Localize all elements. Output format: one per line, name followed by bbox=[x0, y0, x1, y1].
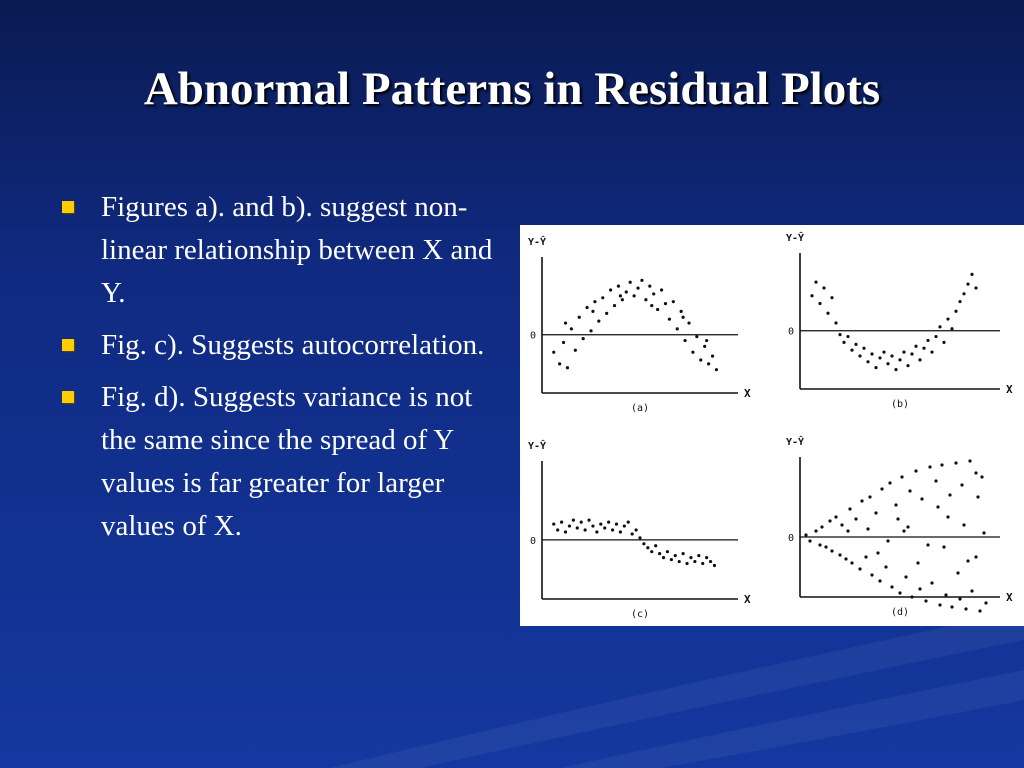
data-point bbox=[922, 347, 925, 350]
data-point bbox=[607, 521, 610, 524]
data-point bbox=[930, 581, 933, 584]
data-point bbox=[894, 503, 897, 506]
data-point bbox=[666, 550, 669, 553]
data-point bbox=[958, 597, 961, 600]
data-point bbox=[878, 579, 881, 582]
data-point bbox=[844, 557, 847, 560]
data-point bbox=[711, 354, 714, 357]
data-point bbox=[562, 341, 565, 344]
panel-label: (a) bbox=[630, 403, 650, 414]
data-point bbox=[685, 562, 688, 565]
data-point bbox=[570, 327, 573, 330]
data-point bbox=[709, 560, 712, 563]
data-point bbox=[938, 325, 941, 328]
data-point bbox=[858, 354, 861, 357]
residual-plots-svg bbox=[520, 225, 1024, 626]
data-point bbox=[828, 519, 831, 522]
data-point bbox=[918, 587, 921, 590]
data-point bbox=[888, 481, 891, 484]
data-point bbox=[820, 525, 823, 528]
data-point bbox=[956, 571, 959, 574]
data-point bbox=[940, 463, 943, 466]
data-point bbox=[660, 288, 663, 291]
data-point bbox=[864, 555, 867, 558]
data-point bbox=[676, 327, 679, 330]
data-point bbox=[906, 525, 909, 528]
data-point bbox=[564, 321, 567, 324]
square-bullet-icon bbox=[62, 339, 74, 351]
data-point bbox=[974, 286, 977, 289]
data-point bbox=[834, 515, 837, 518]
data-point bbox=[936, 505, 939, 508]
data-point bbox=[644, 298, 647, 301]
data-point bbox=[646, 546, 649, 549]
data-point bbox=[584, 528, 587, 531]
data-point bbox=[866, 360, 869, 363]
panel-label: (b) bbox=[890, 399, 910, 410]
data-point bbox=[566, 366, 569, 369]
data-point bbox=[560, 521, 563, 524]
data-point bbox=[866, 527, 869, 530]
data-point bbox=[619, 294, 622, 297]
data-point bbox=[642, 542, 645, 545]
data-point bbox=[552, 522, 555, 525]
data-point bbox=[880, 487, 883, 490]
data-point bbox=[846, 335, 849, 338]
data-point bbox=[886, 362, 889, 365]
data-point bbox=[699, 358, 702, 361]
data-point bbox=[976, 495, 979, 498]
data-point bbox=[902, 350, 905, 353]
data-point bbox=[914, 345, 917, 348]
data-point bbox=[926, 339, 929, 342]
data-point bbox=[623, 524, 626, 527]
data-point bbox=[662, 556, 665, 559]
data-point bbox=[633, 294, 636, 297]
x-axis-label: X bbox=[744, 593, 751, 606]
square-bullet-icon bbox=[62, 201, 74, 213]
data-point bbox=[826, 312, 829, 315]
data-point bbox=[597, 320, 600, 323]
zero-tick-label: 0 bbox=[787, 326, 794, 338]
data-point bbox=[934, 335, 937, 338]
bullet-item bbox=[62, 376, 498, 548]
data-point bbox=[980, 475, 983, 478]
data-point bbox=[944, 593, 947, 596]
data-point bbox=[854, 517, 857, 520]
data-point bbox=[946, 515, 949, 518]
data-point bbox=[615, 522, 618, 525]
data-point bbox=[946, 317, 949, 320]
data-point bbox=[625, 290, 628, 293]
data-point bbox=[840, 523, 843, 526]
data-point bbox=[703, 345, 706, 348]
data-point bbox=[611, 528, 614, 531]
data-point bbox=[572, 519, 575, 522]
y-axis-label: Y-Ŷ bbox=[786, 233, 805, 244]
data-point bbox=[619, 530, 622, 533]
bullet-list bbox=[62, 186, 498, 557]
data-point bbox=[705, 339, 708, 342]
data-point bbox=[968, 459, 971, 462]
data-point bbox=[587, 519, 590, 522]
data-point bbox=[556, 528, 559, 531]
data-point bbox=[860, 499, 863, 502]
data-point bbox=[810, 294, 813, 297]
data-point bbox=[580, 521, 583, 524]
data-point bbox=[974, 555, 977, 558]
data-point bbox=[970, 273, 973, 276]
data-point bbox=[636, 286, 639, 289]
data-point bbox=[910, 352, 913, 355]
data-point bbox=[695, 335, 698, 338]
y-axis-label: Y-Ŷ bbox=[786, 437, 805, 448]
data-point bbox=[707, 362, 710, 365]
data-point bbox=[680, 310, 683, 313]
data-point bbox=[950, 327, 953, 330]
data-point bbox=[687, 321, 690, 324]
data-point bbox=[627, 521, 630, 524]
data-point bbox=[591, 524, 594, 527]
data-point bbox=[631, 532, 634, 535]
data-point bbox=[648, 285, 651, 288]
data-point bbox=[652, 292, 655, 295]
data-point bbox=[854, 343, 857, 346]
data-point bbox=[896, 517, 899, 520]
data-point bbox=[970, 589, 973, 592]
data-point bbox=[904, 575, 907, 578]
data-point bbox=[705, 556, 708, 559]
data-point bbox=[701, 562, 704, 565]
data-point bbox=[900, 475, 903, 478]
bullet-text: Fig. d). Suggests variance is not the same since the spread of Y values is far greater for larger values of X. bbox=[101, 381, 473, 542]
data-point bbox=[552, 351, 555, 354]
data-point bbox=[850, 561, 853, 564]
data-point bbox=[595, 530, 598, 533]
data-point bbox=[804, 533, 807, 536]
data-point bbox=[882, 350, 885, 353]
y-axis-label: Y-Ŷ bbox=[528, 237, 547, 248]
data-point bbox=[672, 300, 675, 303]
data-point bbox=[942, 341, 945, 344]
data-point bbox=[978, 609, 981, 612]
data-point bbox=[928, 465, 931, 468]
data-point bbox=[898, 591, 901, 594]
data-point bbox=[942, 545, 945, 548]
data-point bbox=[601, 296, 604, 299]
y-axis-label: Y-Ŷ bbox=[528, 441, 547, 452]
data-point bbox=[954, 461, 957, 464]
data-point bbox=[890, 585, 893, 588]
data-point bbox=[830, 549, 833, 552]
data-point bbox=[834, 321, 837, 324]
data-point bbox=[650, 550, 653, 553]
data-point bbox=[948, 493, 951, 496]
data-point bbox=[564, 530, 567, 533]
data-point bbox=[958, 300, 961, 303]
zero-tick-label: 0 bbox=[787, 533, 794, 544]
data-point bbox=[613, 304, 616, 307]
data-point bbox=[984, 601, 987, 604]
data-point bbox=[862, 347, 865, 350]
data-point bbox=[822, 286, 825, 289]
data-point bbox=[574, 349, 577, 352]
data-point bbox=[846, 529, 849, 532]
data-point bbox=[814, 281, 817, 284]
data-point bbox=[874, 511, 877, 514]
x-axis-label: X bbox=[1006, 383, 1013, 396]
data-point bbox=[638, 536, 641, 539]
data-point bbox=[650, 304, 653, 307]
data-point bbox=[578, 316, 581, 319]
data-point bbox=[818, 543, 821, 546]
data-point bbox=[818, 302, 821, 305]
data-point bbox=[697, 554, 700, 557]
data-point bbox=[668, 318, 671, 321]
data-point bbox=[691, 351, 694, 354]
data-point bbox=[589, 329, 592, 332]
data-point bbox=[874, 366, 877, 369]
bullet-text: Figures a). and b). suggest non-linear relationship between X and Y. bbox=[101, 191, 493, 309]
data-point bbox=[693, 560, 696, 563]
data-point bbox=[830, 296, 833, 299]
data-point bbox=[954, 310, 957, 313]
data-point bbox=[670, 558, 673, 561]
data-point bbox=[982, 531, 985, 534]
data-point bbox=[926, 543, 929, 546]
data-point bbox=[656, 308, 659, 311]
data-point bbox=[609, 288, 612, 291]
square-bullet-icon bbox=[62, 391, 74, 403]
data-point bbox=[966, 282, 969, 285]
data-point bbox=[654, 544, 657, 547]
data-point bbox=[886, 539, 889, 542]
data-point bbox=[682, 552, 685, 555]
data-point bbox=[674, 554, 677, 557]
bullet-text: Fig. c). Suggests autocorrelation. bbox=[101, 329, 485, 361]
data-point bbox=[605, 312, 608, 315]
data-point bbox=[916, 561, 919, 564]
data-point bbox=[824, 545, 827, 548]
data-point bbox=[974, 471, 977, 474]
data-point bbox=[964, 607, 967, 610]
data-point bbox=[558, 362, 561, 365]
data-point bbox=[621, 298, 624, 301]
slide-title: Abnormal Patterns in Residual Plots bbox=[143, 63, 881, 115]
zero-tick-label: 0 bbox=[529, 330, 536, 342]
data-point bbox=[658, 552, 661, 555]
data-point bbox=[878, 356, 881, 359]
x-axis-label: X bbox=[744, 387, 751, 400]
data-point bbox=[838, 553, 841, 556]
data-point bbox=[914, 469, 917, 472]
data-point bbox=[617, 285, 620, 288]
data-point bbox=[634, 528, 637, 531]
residual-plots-figure bbox=[520, 225, 1024, 626]
data-point bbox=[966, 559, 969, 562]
data-point bbox=[962, 292, 965, 295]
data-point bbox=[924, 599, 927, 602]
data-point bbox=[850, 349, 853, 352]
data-point bbox=[689, 556, 692, 559]
data-point bbox=[858, 567, 861, 570]
data-point bbox=[870, 573, 873, 576]
data-point bbox=[715, 368, 718, 371]
data-point bbox=[938, 603, 941, 606]
data-point bbox=[593, 300, 596, 303]
data-point bbox=[848, 507, 851, 510]
data-point bbox=[868, 495, 871, 498]
data-point bbox=[890, 354, 893, 357]
data-point bbox=[664, 302, 667, 305]
data-point bbox=[920, 497, 923, 500]
data-point bbox=[934, 479, 937, 482]
data-point bbox=[950, 605, 953, 608]
data-point bbox=[640, 279, 643, 282]
data-point bbox=[918, 358, 921, 361]
data-point bbox=[585, 306, 588, 309]
data-point bbox=[814, 529, 817, 532]
data-point bbox=[884, 565, 887, 568]
data-point bbox=[603, 526, 606, 529]
panel-label: (d) bbox=[890, 607, 910, 618]
data-point bbox=[876, 551, 879, 554]
bullet-item bbox=[62, 324, 498, 367]
data-point bbox=[713, 564, 716, 567]
data-point bbox=[629, 281, 632, 284]
data-point bbox=[591, 310, 594, 313]
zero-tick-label: 0 bbox=[529, 535, 536, 547]
data-point bbox=[842, 341, 845, 344]
data-point bbox=[682, 316, 685, 319]
panel-label: (c) bbox=[630, 609, 650, 620]
data-point bbox=[906, 364, 909, 367]
data-point bbox=[576, 526, 579, 529]
data-point bbox=[582, 337, 585, 340]
data-point bbox=[870, 352, 873, 355]
data-point bbox=[838, 333, 841, 336]
data-point bbox=[910, 595, 913, 598]
data-point bbox=[894, 368, 897, 371]
data-point bbox=[960, 483, 963, 486]
data-point bbox=[908, 489, 911, 492]
data-point bbox=[599, 522, 602, 525]
data-point bbox=[930, 350, 933, 353]
data-point bbox=[678, 560, 681, 563]
x-axis-label: X bbox=[1006, 591, 1013, 604]
data-point bbox=[808, 539, 811, 542]
data-point bbox=[902, 529, 905, 532]
data-point bbox=[568, 524, 571, 527]
bullet-item bbox=[62, 186, 498, 315]
data-point bbox=[962, 523, 965, 526]
data-point bbox=[898, 358, 901, 361]
data-point bbox=[683, 339, 686, 342]
